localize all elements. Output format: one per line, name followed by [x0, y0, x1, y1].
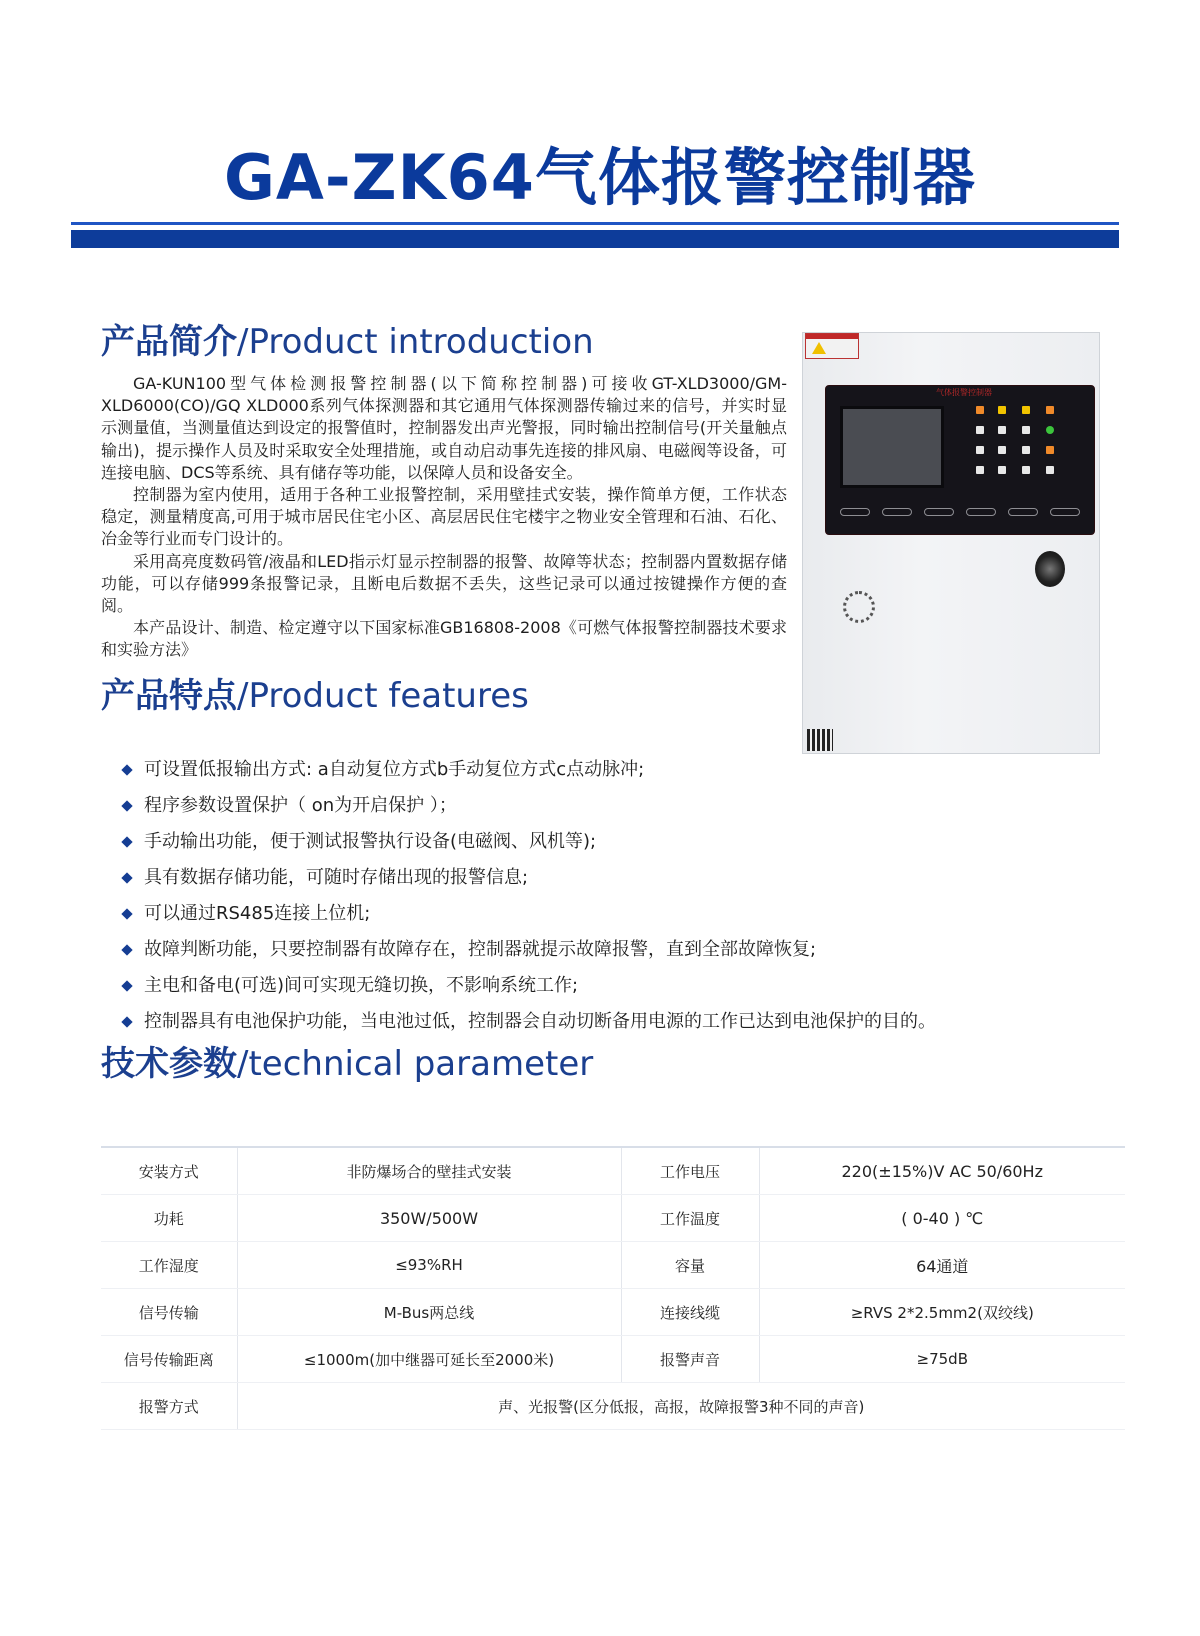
keypad-button	[976, 446, 984, 454]
list-item	[122, 932, 936, 968]
table-row	[101, 1195, 1125, 1242]
lock-icon	[1035, 551, 1065, 587]
page-title: GA-ZK64气体报警控制器	[224, 141, 976, 214]
speaker-icon	[843, 591, 875, 623]
param-value: M-Bus两总线	[237, 1289, 621, 1336]
bullet-diamond-icon	[121, 980, 132, 991]
list-item	[122, 860, 936, 896]
param-label: 工作湿度	[101, 1242, 237, 1289]
function-button	[1050, 508, 1080, 516]
feature-text: 可设置低报输出方式: a自动复位方式b手动复位方式c点动脉冲;	[144, 759, 645, 780]
warning-triangle-icon	[812, 342, 826, 354]
table-row	[101, 1383, 1125, 1430]
control-panel	[825, 385, 1095, 535]
keypad-button	[1022, 446, 1030, 454]
param-label: 信号传输	[101, 1289, 237, 1336]
param-value: 声、光报警(区分低报，高报，故障报警3种不同的声音)	[237, 1383, 1125, 1430]
bullet-diamond-icon	[121, 944, 132, 955]
feature-text: 控制器具有电池保护功能，当电池过低，控制器会自动切断备用电源的工作已达到电池保护的目的。	[144, 1011, 936, 1032]
param-label: 工作温度	[621, 1195, 759, 1242]
keypad	[974, 406, 1084, 496]
intro-paragraph: 控制器为室内使用，适用于各种工业报警控制，采用壁挂式安装，操作简单方便，工作状态稳定，测量精度高,可用于城市居民住宅小区、高层居民住宅楼宇之物业安全管理和石油、石化、冶金等行业而专门设计的。	[101, 485, 787, 549]
feature-text: 故障判断功能，只要控制器有故障存在，控制器就提示故障报警，直到全部故障恢复;	[144, 939, 817, 960]
feature-text: 可以通过RS485连接上位机;	[144, 903, 371, 924]
table-row	[101, 1289, 1125, 1336]
param-label: 安装方式	[101, 1147, 237, 1195]
param-value: ( 0-40 ) ℃	[759, 1195, 1125, 1242]
section-title-en: /Product introduction	[237, 322, 594, 362]
section-title-features	[101, 668, 529, 717]
feature-text: 手动输出功能，便于测试报警执行设备(电磁阀、风机等);	[144, 831, 597, 852]
feature-text: 主电和备电(可选)间可实现无缝切换，不影响系统工作;	[144, 975, 579, 996]
table-row	[101, 1242, 1125, 1289]
function-button	[1008, 508, 1038, 516]
keypad-button	[976, 406, 984, 414]
list-item	[122, 788, 936, 824]
param-value: 非防爆场合的壁挂式安装	[237, 1147, 621, 1195]
param-label: 报警方式	[101, 1383, 237, 1430]
param-value: ≤1000m(加中继器可延长至2000米)	[237, 1336, 621, 1383]
keypad-button	[976, 426, 984, 434]
keypad-button	[1046, 446, 1054, 454]
list-item	[122, 896, 936, 932]
section-title-intro	[101, 314, 594, 363]
status-led-icon	[1046, 426, 1054, 434]
function-button	[924, 508, 954, 516]
intro-paragraph: GA-KUN100型气体检测报警控制器(以下简称控制器)可接收GT-XLD3000/GM-XLD6000(CO)/GQ XLD000系列气体探测器和其它通用气体探测器传输过来的信号，并实时显示测量值，当测量值达到设定的报警值时，控制器发出声光警报，同时输出控制信号(开关量触点输出)，提示操作人员及时采取安全处理措施，或自动启动事先连接的排风扇、电磁阀等设备，可连接电脑、DCS等系统、具有储存等功能，以保障人员和设备安全。	[101, 374, 787, 482]
section-title-params	[101, 1036, 593, 1085]
param-label: 连接线缆	[621, 1289, 759, 1336]
keypad-button	[998, 406, 1006, 414]
intro-text	[101, 373, 787, 662]
keypad-button	[1022, 426, 1030, 434]
keypad-button	[1046, 466, 1054, 474]
section-title-cn: 产品简介	[101, 322, 237, 362]
bullet-diamond-icon	[121, 1016, 132, 1027]
param-value: 220(±15%)V AC 50/60Hz	[759, 1147, 1125, 1195]
warning-label-bar	[806, 334, 858, 339]
param-label: 工作电压	[621, 1147, 759, 1195]
feature-text: 程序参数设置保护（ on为开启保护 ）；	[144, 795, 457, 816]
header-rule-thick	[71, 230, 1119, 248]
keypad-button	[998, 426, 1006, 434]
table-row	[101, 1147, 1125, 1195]
table-row	[101, 1336, 1125, 1383]
keypad-button	[998, 466, 1006, 474]
warning-label	[805, 333, 859, 359]
bullet-diamond-icon	[121, 872, 132, 883]
parameter-table	[101, 1146, 1125, 1430]
param-value: 64通道	[759, 1242, 1125, 1289]
list-item	[122, 752, 936, 788]
list-item	[122, 968, 936, 1004]
param-label: 容量	[621, 1242, 759, 1289]
list-item	[122, 1004, 936, 1040]
param-value: ≤93%RH	[237, 1242, 621, 1289]
param-value: 350W/500W	[237, 1195, 621, 1242]
keypad-button	[1022, 466, 1030, 474]
lcd-screen	[840, 406, 944, 488]
bullet-diamond-icon	[121, 764, 132, 775]
function-button	[966, 508, 996, 516]
qr-code-icon	[807, 729, 833, 751]
keypad-button	[1022, 406, 1030, 414]
function-button	[840, 508, 870, 516]
section-title-en: /Product features	[237, 676, 529, 716]
param-label: 信号传输距离	[101, 1336, 237, 1383]
header-rule-thin	[71, 222, 1119, 225]
keypad-button	[1046, 406, 1054, 414]
function-button	[882, 508, 912, 516]
list-item	[122, 824, 936, 860]
intro-paragraph: 采用高亮度数码管/液晶和LED指示灯显示控制器的报警、故障等状态；控制器内置数据存储功能，可以存储999条报警记录，且断电后数据不丢失，这些记录可以通过按键操作方便的查阅。	[101, 551, 787, 616]
intro-paragraph: 本产品设计、制造、检定遵守以下国家标准GB16808-2008《可燃气体报警控制器技术要求和实验方法》	[101, 618, 787, 660]
section-title-cn: 产品特点	[101, 676, 237, 716]
keypad-button	[976, 466, 984, 474]
param-value: ≥RVS 2*2.5mm2(双绞线)	[759, 1289, 1125, 1336]
cabinet-body	[802, 332, 1100, 754]
section-title-en: /technical parameter	[237, 1044, 594, 1084]
param-label: 功耗	[101, 1195, 237, 1242]
param-label: 报警声音	[621, 1336, 759, 1383]
param-value: ≥75dB	[759, 1336, 1125, 1383]
panel-label: 气体报警控制器	[936, 388, 992, 397]
section-title-cn: 技术参数	[101, 1044, 237, 1084]
keypad-button	[998, 446, 1006, 454]
feature-text: 具有数据存储功能，可随时存储出现的报警信息;	[144, 867, 529, 888]
bullet-diamond-icon	[121, 836, 132, 847]
feature-list	[122, 752, 936, 1040]
product-image	[802, 332, 1102, 756]
bullet-diamond-icon	[121, 800, 132, 811]
bullet-diamond-icon	[121, 908, 132, 919]
